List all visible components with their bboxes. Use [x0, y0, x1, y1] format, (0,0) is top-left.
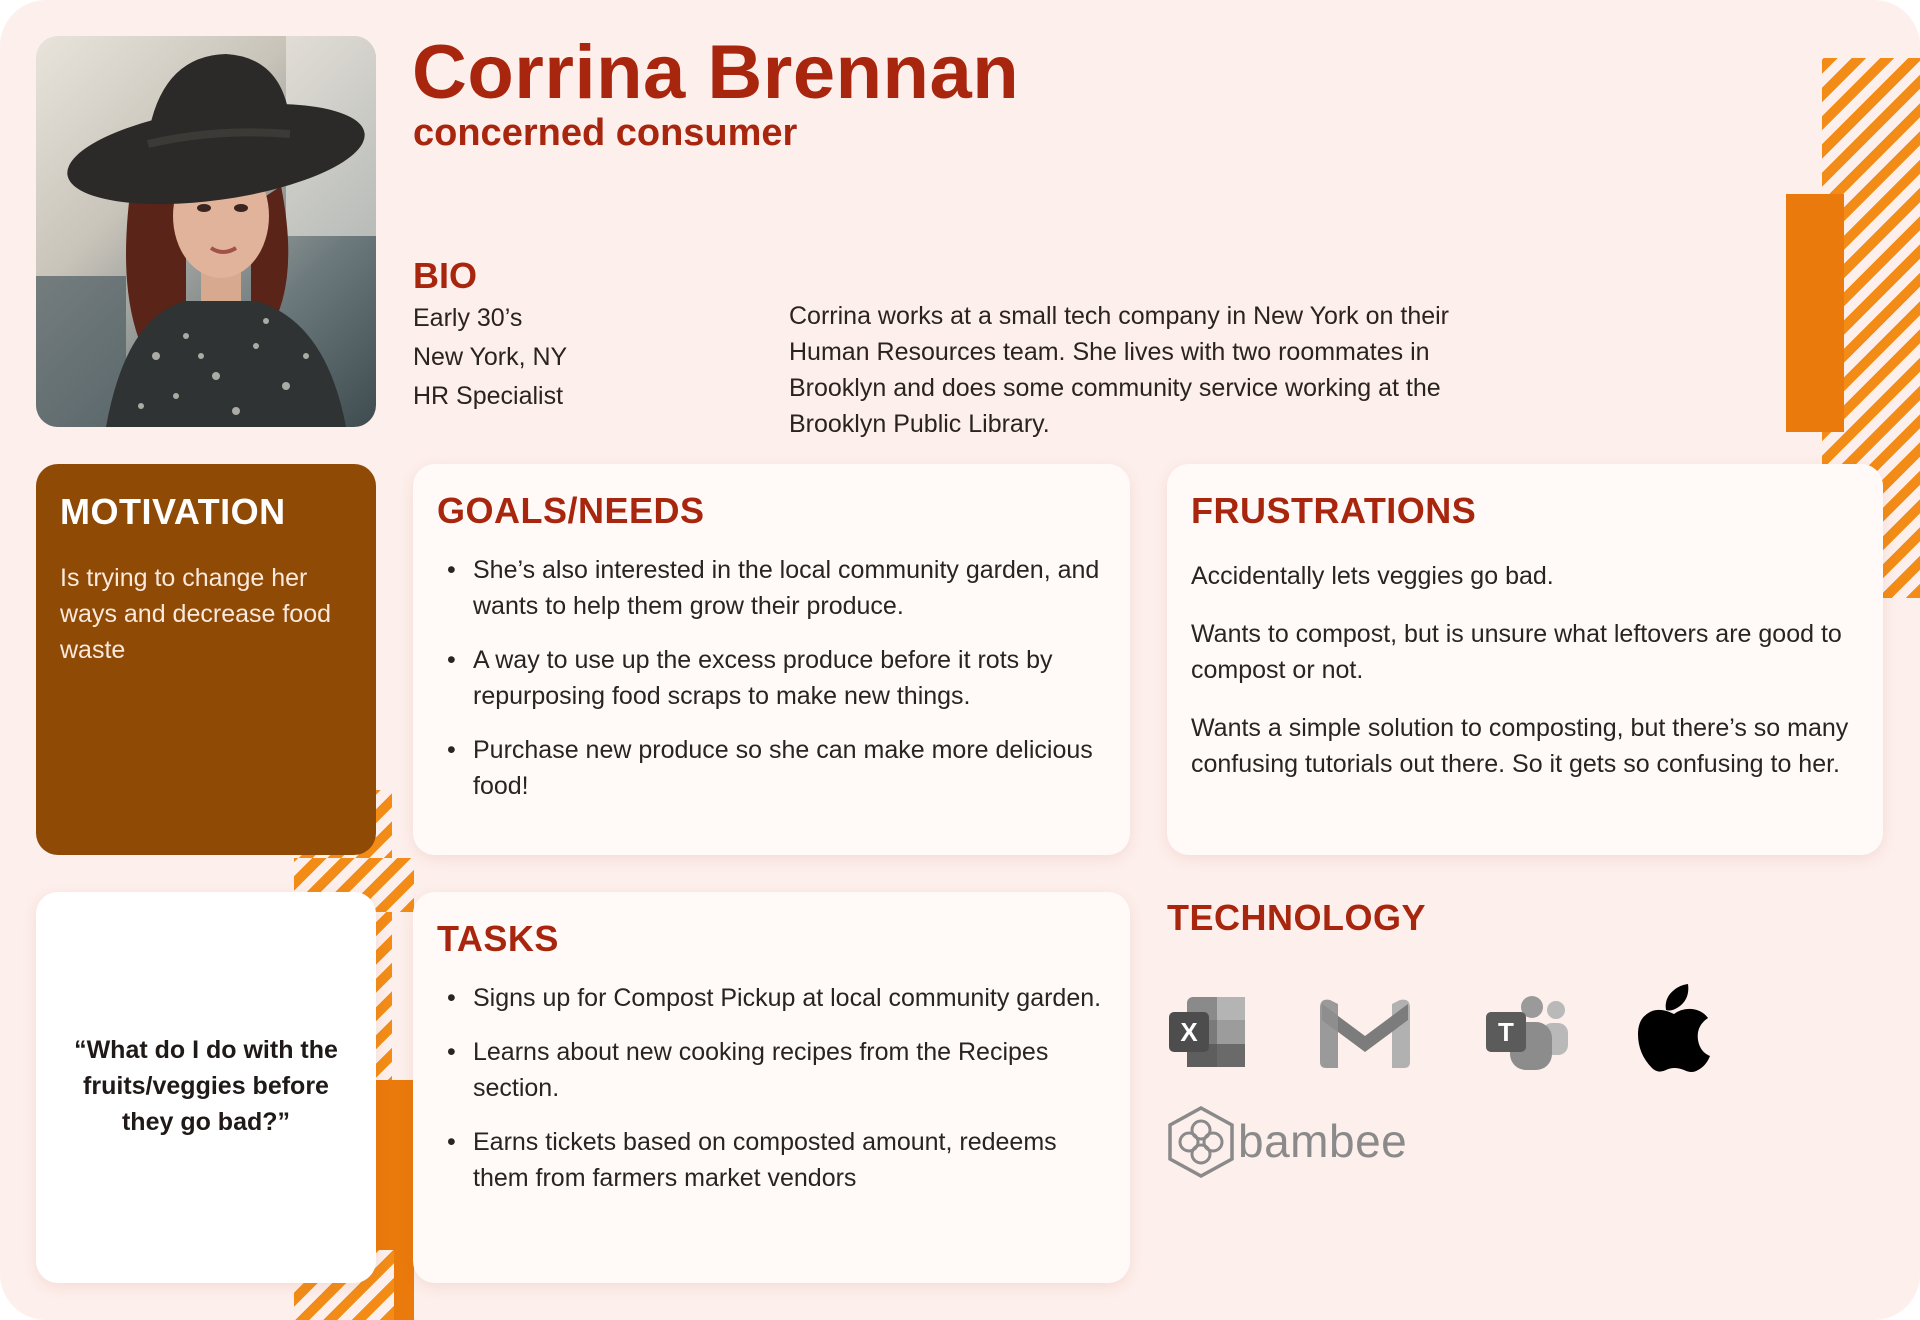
persona-name: Corrina Brennan	[412, 30, 1020, 115]
quote-text: “What do I do with the fruits/veggies before they go bad?”	[74, 1036, 338, 1136]
bambee-logo	[1166, 1105, 1426, 1179]
task-item: • Earns tickets based on composted amount, redeems them from farmers market vendors	[437, 1124, 1112, 1196]
motivation-card	[36, 464, 376, 855]
frustration-item: Accidentally lets veggies go bad.	[1191, 562, 1554, 590]
bambee-icon	[1166, 1105, 1236, 1179]
bio-age: Early 30’s	[413, 304, 523, 332]
teams-icon	[1484, 996, 1568, 1070]
portrait-illustration	[36, 36, 376, 427]
goals-title: GOALS/NEEDS	[437, 490, 705, 531]
bio-occupation: HR Specialist	[413, 382, 564, 410]
persona-role: concerned consumer	[413, 112, 798, 154]
orange-block-top-right	[1786, 194, 1844, 432]
excel-letter: X	[1180, 1017, 1198, 1047]
frustrations-card	[1167, 464, 1883, 855]
frustrations-list	[1191, 558, 1859, 804]
frustrations-title: FRUSTRATIONS	[1191, 490, 1477, 531]
quote-card	[36, 892, 376, 1283]
bio-title: BIO	[413, 255, 478, 296]
tasks-list	[437, 980, 1112, 1214]
goal-item: • She’s also interested in the local community garden, and wants to help them grow their produce.	[437, 552, 1112, 624]
frustration-item: Wants a simple solution to composting, but there’s so many confusing tutorials out there. So it gets so confusing to her.	[1191, 714, 1849, 778]
teams-letter: T	[1498, 1017, 1514, 1047]
frustration-item: Wants to compost, but is unsure what leftovers are good to compost or not.	[1191, 620, 1842, 684]
task-item: • Learns about new cooking recipes from the Recipes section.	[437, 1034, 1112, 1106]
task-item: • Signs up for Compost Pickup at local community garden.	[437, 980, 1112, 1016]
goals-card	[413, 464, 1130, 855]
tasks-title: TASKS	[437, 918, 559, 959]
bio-description: Corrina works at a small tech company in New York on their Human Resources team. She lives with two roommates in Brooklyn and does some community service working at the Brooklyn Public Library.	[789, 302, 1450, 438]
tasks-card	[413, 892, 1130, 1283]
goals-list	[437, 552, 1112, 822]
excel-icon	[1167, 995, 1247, 1069]
goal-item: • A way to use up the excess produce before it rots by repurposing food scraps to make new things.	[437, 642, 1112, 714]
goal-item: • Purchase new produce so she can make more delicious food!	[437, 732, 1112, 804]
motivation-title: MOTIVATION	[60, 491, 286, 532]
technology-title: TECHNOLOGY	[1167, 897, 1427, 938]
bambee-wordmark: bambee	[1238, 1115, 1408, 1167]
profile-photo	[36, 36, 376, 427]
apple-icon	[1636, 982, 1712, 1072]
motivation-text: Is trying to change her ways and decrease food waste	[60, 564, 332, 664]
gmail-icon	[1316, 996, 1414, 1070]
bio-location: New York, NY	[413, 343, 568, 371]
